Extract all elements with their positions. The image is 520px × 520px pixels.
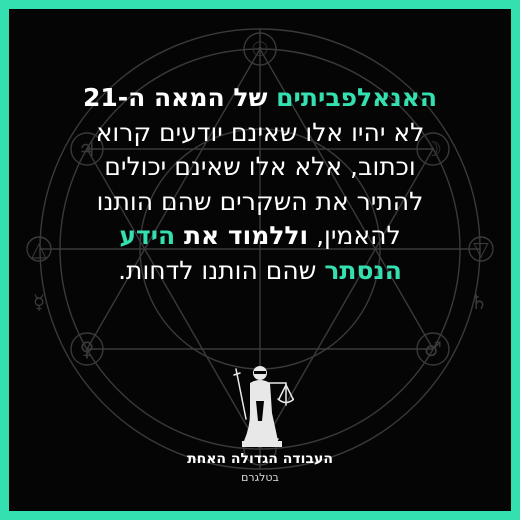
- svg-text:☉: ☉: [251, 37, 269, 61]
- quote-line-6: [29, 254, 491, 289]
- svg-text:△: △: [31, 237, 47, 261]
- quote-line-1-bold: של המאה ה-21: [82, 83, 277, 112]
- quote-line-5-bold: וללמוד את: [175, 221, 309, 250]
- lady-justice-icon: [228, 361, 294, 451]
- channel-title: העבודה הגדולה האחת: [187, 451, 333, 467]
- svg-text:♄: ♄: [470, 290, 488, 314]
- quote-line-5: [29, 219, 491, 254]
- svg-text:☿: ☿: [32, 290, 46, 314]
- svg-text:♀: ♀: [79, 337, 95, 361]
- quote-line-6-plain: שהם הותנו לדחות.: [118, 255, 325, 285]
- svg-text:▽: ▽: [473, 237, 489, 261]
- svg-text:♂: ♂: [424, 337, 442, 361]
- quote-text: [29, 81, 491, 288]
- quote-line-3: וכתוב, אלא אלו שאינם יכולים: [104, 152, 416, 181]
- highlight-illiterates: האנאלפביתים: [276, 83, 438, 112]
- svg-text:☽: ☽: [424, 137, 442, 161]
- post-card: [9, 9, 511, 511]
- quote-line-2: לא יהיו אלו שאינם יודעים קרוא: [95, 117, 425, 147]
- quote-line-1: [29, 81, 491, 116]
- quote-line-4: להתיר את השקרים שהם הותנו: [96, 186, 424, 216]
- channel-subtitle: בטלגרם: [241, 471, 279, 484]
- svg-text:♃: ♃: [78, 137, 96, 161]
- quote-line-5-plain: להאמין,: [308, 221, 401, 250]
- highlight-hidden: הנסתר: [324, 255, 402, 285]
- highlight-knowledge: הידע: [119, 221, 176, 250]
